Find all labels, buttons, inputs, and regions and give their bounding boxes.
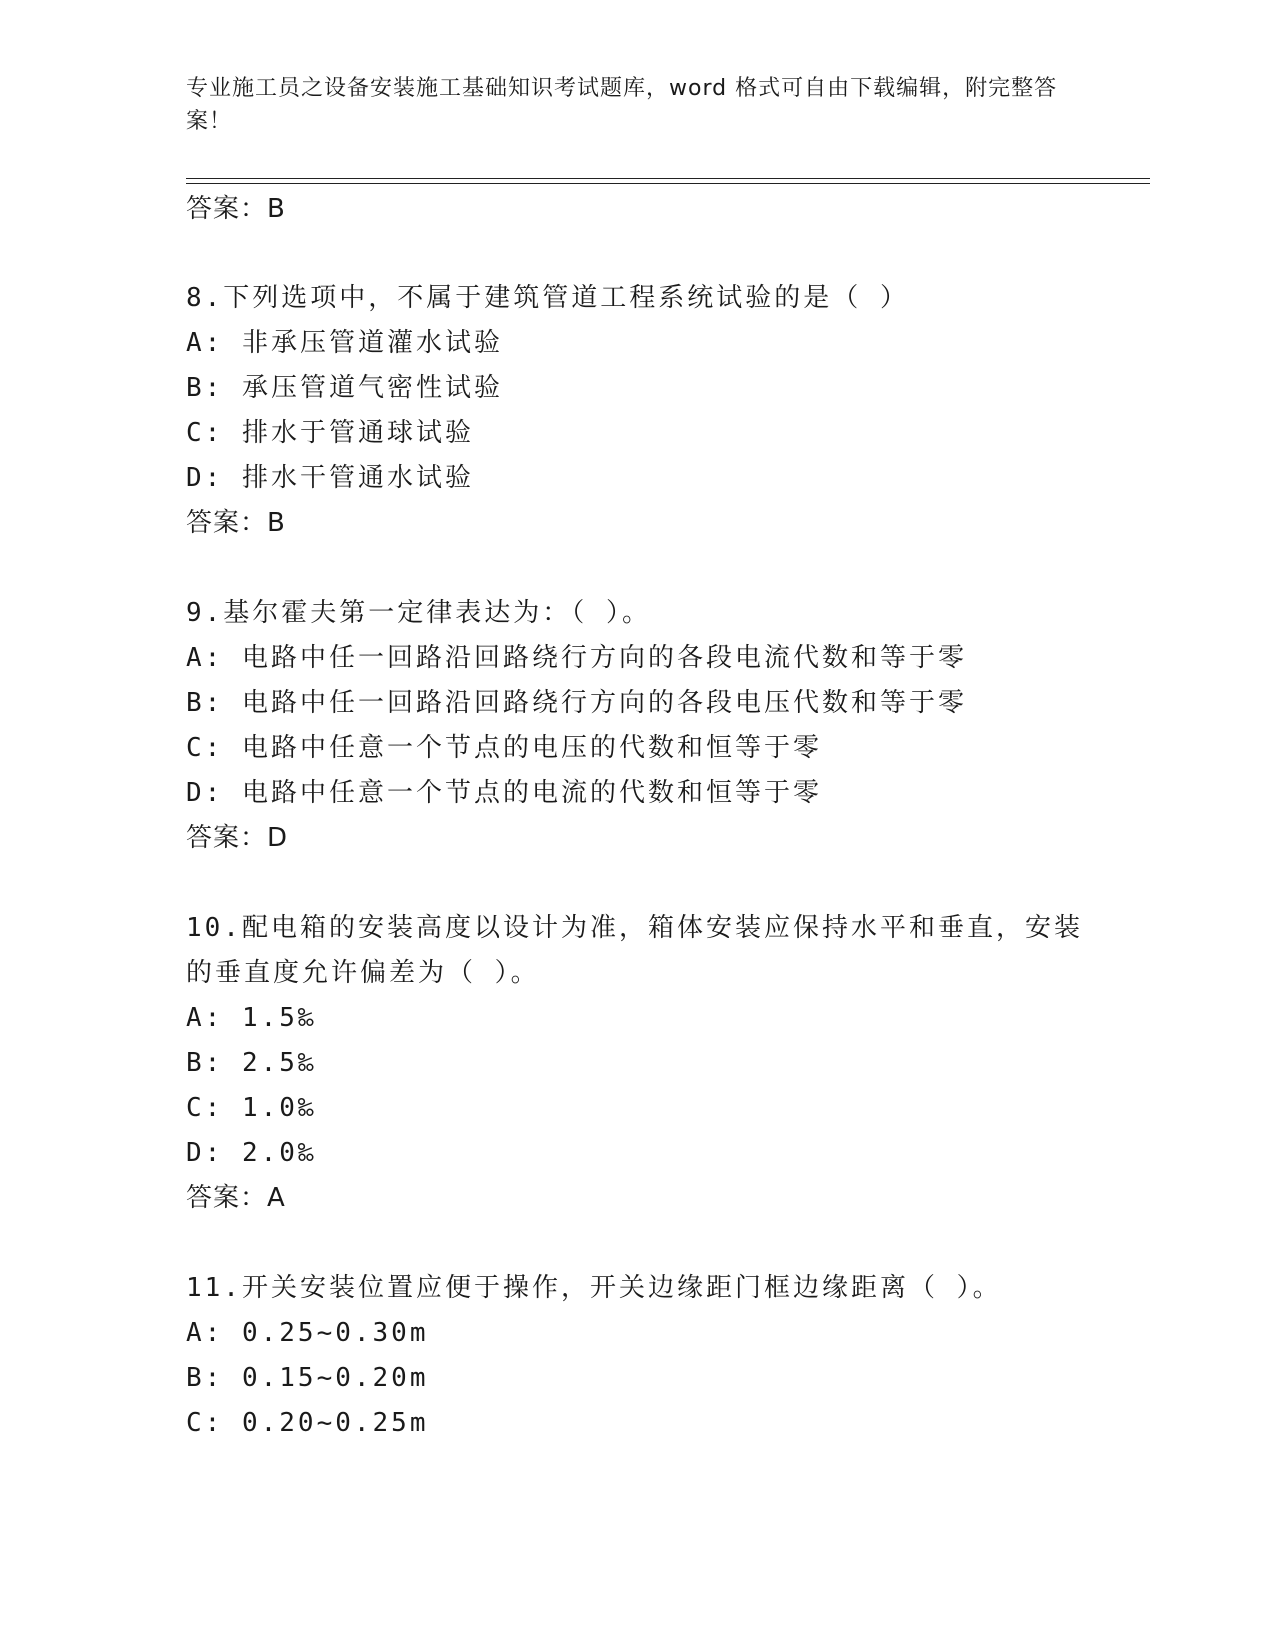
question-10-stem-line-1: 10.配电箱的安装高度以设计为准，箱体安装应保持水平和垂直，安装 <box>186 913 1083 943</box>
question-9-answer: 答案：D <box>186 823 289 853</box>
question-8-option-b: B: 承压管道气密性试验 <box>186 373 503 403</box>
question-11-option-a: A: 0.25~0.30m <box>186 1318 429 1348</box>
question-11-stem: 11.开关安装位置应便于操作，开关边缘距门框边缘距离（ ）。 <box>186 1273 1002 1303</box>
header-divider-top <box>186 178 1150 179</box>
question-10-option-b: B: 2.5‰ <box>186 1048 317 1078</box>
document-header: 专业施工员之设备安装施工基础知识考试题库，word 格式可自由下载编辑，附完整答案！ <box>186 76 1058 134</box>
question-10-option-a: A: 1.5‰ <box>186 1003 317 1033</box>
question-11-option-c: C: 0.20~0.25m <box>186 1408 429 1438</box>
question-10-answer: 答案：A <box>186 1183 286 1213</box>
question-8-stem: 8.下列选项中，不属于建筑管道工程系统试验的是（ ） <box>186 283 909 313</box>
question-8-option-c: C: 排水于管通球试验 <box>186 418 474 448</box>
question-10-option-d: D: 2.0‰ <box>186 1138 317 1168</box>
question-10-stem-line-2: 的垂直度允许偏差为（ ）。 <box>186 958 540 988</box>
question-8-option-d: D: 排水干管通水试验 <box>186 463 474 493</box>
question-9-stem: 9.基尔霍夫第一定律表达为：（ ）。 <box>186 598 651 628</box>
question-11-option-b: B: 0.15~0.20m <box>186 1363 429 1393</box>
question-9-option-b: B: 电路中任一回路沿回路绕行方向的各段电压代数和等于零 <box>186 688 967 718</box>
question-8-answer: 答案：B <box>186 508 286 538</box>
question-9-option-c: C: 电路中任意一个节点的电压的代数和恒等于零 <box>186 733 822 763</box>
previous-answer: 答案：B <box>186 194 286 224</box>
question-9-option-a: A: 电路中任一回路沿回路绕行方向的各段电流代数和等于零 <box>186 643 967 673</box>
question-8-option-a: A: 非承压管道灌水试验 <box>186 328 503 358</box>
question-10-option-c: C: 1.0‰ <box>186 1093 317 1123</box>
question-9-option-d: D: 电路中任意一个节点的电流的代数和恒等于零 <box>186 778 822 808</box>
header-divider-bottom <box>186 183 1150 184</box>
